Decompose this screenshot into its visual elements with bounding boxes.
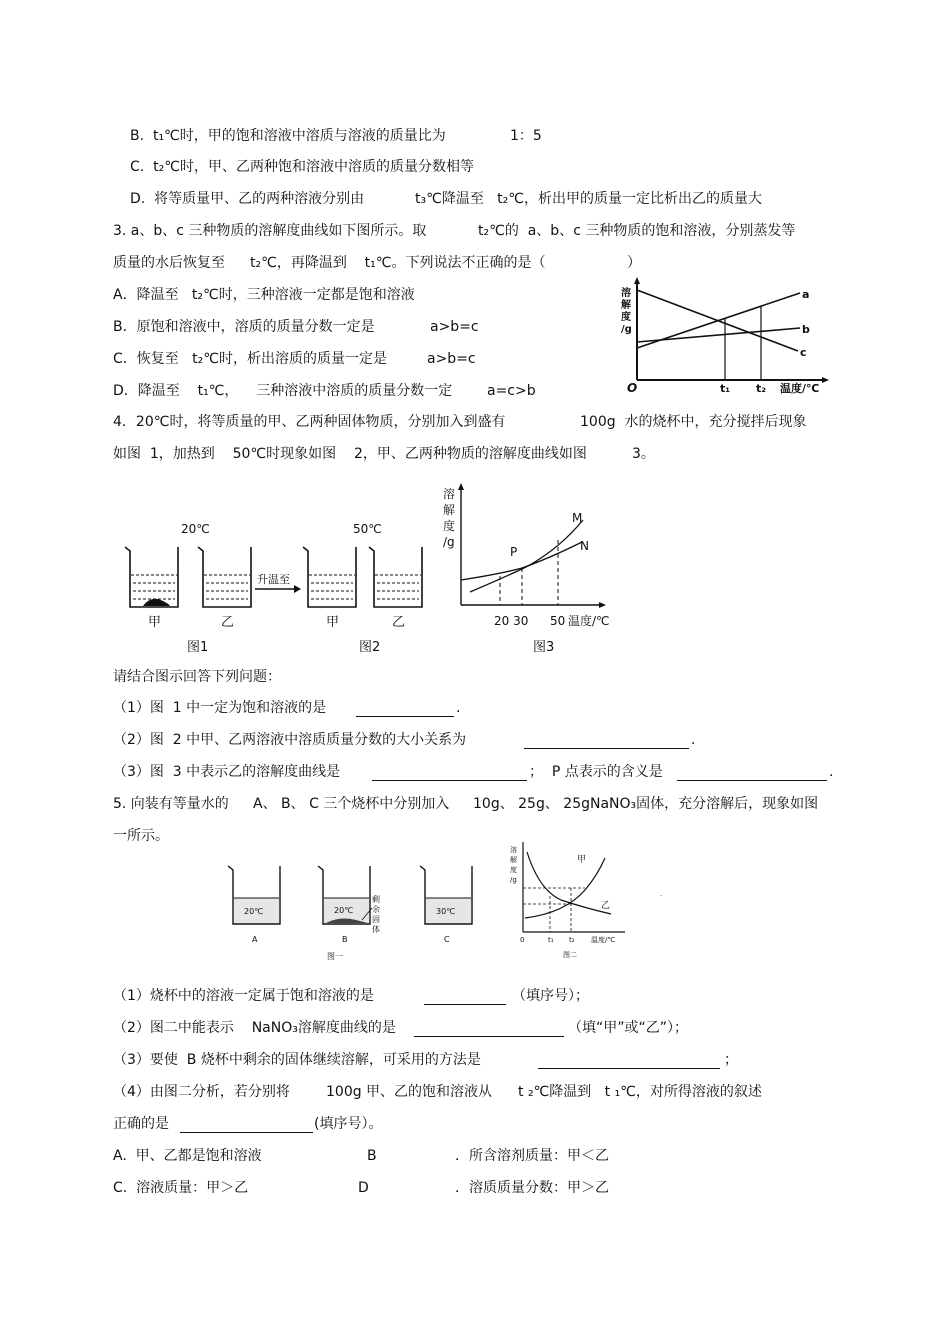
q5-tick-t2: t₂ bbox=[569, 936, 575, 944]
q3-option-b: B．原饱和溶液中，溶质的质量分数一定是 bbox=[113, 319, 375, 335]
fig1-temperature: 20℃ bbox=[181, 522, 210, 536]
q5-curve-jia-label: 甲 bbox=[577, 855, 587, 865]
q5-sub4-mid: 100g 甲、乙的饱和溶液从 bbox=[326, 1084, 493, 1100]
q3-stem-line1: 3. a、b、c 三种物质的溶解度曲线如下图所示。取 bbox=[113, 223, 427, 239]
q5-ylabel-2: 解 bbox=[510, 856, 517, 864]
q4-sub2: （2）图 2 中甲、乙两溶液中溶质质量分数的大小关系为 bbox=[113, 732, 467, 748]
q3-option-b-value: a>b=c bbox=[430, 319, 479, 335]
q4-ylabel-3: 度 bbox=[443, 519, 456, 533]
q2-option-c: C. t₂℃时，甲、乙两种饱和溶液中溶质的质量分数相等 bbox=[130, 159, 474, 175]
q4-solubility-graph bbox=[440, 480, 630, 658]
q3-stem-paren: ） bbox=[627, 255, 641, 271]
q5-solubility-graph bbox=[505, 838, 665, 960]
svg-text:.: . bbox=[660, 890, 663, 898]
q4-sub1-period: . bbox=[456, 700, 461, 716]
q3-tick-t1: t₁ bbox=[720, 382, 731, 394]
q3-label-c: c bbox=[800, 346, 807, 359]
q3-ylabel-1: 溶 bbox=[621, 288, 631, 299]
q5-option-d-letter: D bbox=[358, 1180, 369, 1196]
residue-label-3: 固 bbox=[372, 915, 380, 924]
residue-label-2: 余 bbox=[372, 905, 380, 914]
q5-sub1-hint: （填序号）； bbox=[512, 988, 589, 1004]
q5-ylabel-1: 溶 bbox=[510, 846, 517, 854]
q4-ylabel-2: 解 bbox=[443, 503, 456, 517]
q3-stem-line2-tail: t₂℃，再降温到 t₁℃。下列说法不正确的是（ bbox=[250, 255, 546, 271]
q4-sub2-answer-blank[interactable] bbox=[524, 732, 689, 749]
q2-option-b: B. t₁℃时，甲的饱和溶液中溶质与溶液的质量比为 bbox=[130, 128, 446, 144]
q5-option-c: C. 溶液质量：甲＞乙 bbox=[113, 1180, 249, 1196]
q2-option-d-tail: t₃℃降温至 t₂℃，析出甲的质量一定比析出乙的质量大 bbox=[415, 191, 762, 207]
q3-stem-line1-tail: t₂℃的 a、b、c 三种物质的饱和溶液，分别蒸发等 bbox=[478, 223, 796, 239]
q5-option-d: ．溶质质量分数：甲＞乙 bbox=[455, 1180, 609, 1196]
q5-stem-line1-mid: A、 B、 C 三个烧杯中分别加入 bbox=[253, 796, 450, 812]
fig2-temperature: 50℃ bbox=[353, 522, 382, 536]
beaker-b-label: B bbox=[342, 935, 348, 944]
q4-stem-line1-tail: 100g 水的烧杯中，充分搅拌后现象 bbox=[580, 414, 807, 430]
fig2-label-jia: 甲 bbox=[326, 615, 340, 630]
q3-option-c: C．恢复至 t₂℃时，析出溶质的质量一定是 bbox=[113, 351, 387, 367]
q4-xlabel: 温度/℃ bbox=[568, 614, 610, 628]
fig2-label-yi: 乙 bbox=[392, 615, 406, 630]
q4-stem-line1: 4．20℃时，将等质量的甲、乙两种固体物质，分别加入到盛有 bbox=[113, 414, 506, 430]
q2-option-d: D. 将等质量甲、乙的两种溶液分别由 bbox=[130, 191, 365, 207]
undissolved-solid bbox=[143, 599, 170, 606]
q5-ylabel-4: /g bbox=[510, 876, 517, 884]
q3-solubility-graph bbox=[615, 276, 840, 394]
q4-ylabel-1: 溶 bbox=[443, 487, 456, 501]
fig1-label-jia: 甲 bbox=[148, 615, 162, 630]
q5-sub3-answer-blank[interactable] bbox=[538, 1052, 720, 1069]
q4-ticks-20-30: 20 30 bbox=[494, 614, 529, 628]
q5-tick-t1: t₁ bbox=[548, 936, 554, 944]
q3-curve-b bbox=[637, 328, 800, 342]
q5-curve-yi-label: 乙 bbox=[601, 901, 611, 911]
q5-stem-line1-tail: 10g、 25g、 25gNaNO₃固体，充分溶解后，现象如图 bbox=[473, 796, 819, 812]
q3-label-b: b bbox=[802, 323, 810, 336]
q5-curve-yi bbox=[527, 852, 611, 914]
beaker-a-temp: 20℃ bbox=[244, 907, 264, 916]
fig1-caption: 图1 bbox=[187, 640, 209, 655]
q3-ylabel-2: 解 bbox=[621, 300, 631, 311]
q5-option-a: A. 甲、乙都是饱和溶液 bbox=[113, 1148, 262, 1164]
q3-stem-line2: 质量的水后恢复至 bbox=[113, 255, 225, 271]
q3-tick-t2: t₂ bbox=[756, 382, 767, 394]
q4-sub3-p-blank[interactable] bbox=[677, 764, 827, 781]
beaker-c bbox=[420, 866, 472, 944]
beaker-b bbox=[318, 866, 380, 944]
q4-curve-m-label: M bbox=[572, 511, 583, 525]
beaker-a bbox=[228, 866, 280, 944]
q4-stem-line2-tail: 3。 bbox=[632, 446, 655, 462]
fig2-caption: 图2 bbox=[359, 640, 381, 655]
residue-label-4: 体 bbox=[372, 925, 380, 934]
q4-tick-50: 50 bbox=[550, 614, 566, 628]
residue-label-1: 剩 bbox=[372, 895, 380, 904]
q5-sub1: （1）烧杯中的溶液一定属于饱和溶液的是 bbox=[113, 988, 374, 1004]
fig2-beaker-jia bbox=[303, 547, 356, 607]
q5-sub4-answer-blank[interactable] bbox=[180, 1116, 313, 1133]
q5-sub1-answer-blank[interactable] bbox=[424, 988, 506, 1005]
q4-sub2-period: . bbox=[691, 732, 696, 748]
q3-label-a: a bbox=[802, 288, 810, 301]
q3-option-d-value: a=c>b bbox=[487, 383, 536, 399]
q4-sub3: （3）图 3 中表示乙的溶解度曲线是 bbox=[113, 764, 341, 780]
q5-stem-line1: 5. 向装有等量水的 bbox=[113, 796, 229, 812]
q4-ylabel-4: /g bbox=[443, 535, 455, 549]
fig1-label-yi: 乙 bbox=[221, 615, 235, 630]
fig2-beaker-yi bbox=[369, 547, 422, 607]
q5-sub3: （3）要使 B 烧杯中剩余的固体继续溶解，可采用的方法是 bbox=[113, 1052, 481, 1068]
heat-arrow-label: 升温至 bbox=[257, 573, 290, 586]
q5-xlabel: 温度/℃ bbox=[591, 936, 616, 944]
fig1-beaker-yi bbox=[198, 547, 251, 607]
q3-option-d: D．降温至 t₁℃， 三种溶液中溶质的质量分数一定 bbox=[113, 383, 453, 399]
q4-stem-line2: 如图 1，加热到 50℃时现象如图 2，甲、乙两种物质的溶解度曲线如图 bbox=[113, 446, 587, 462]
q4-sub3-p-meaning: ； P 点表示的含义是 bbox=[529, 764, 663, 780]
q5-origin: 0 bbox=[520, 936, 525, 944]
q3-origin: O bbox=[627, 381, 638, 394]
fig1-beaker-jia bbox=[125, 547, 178, 607]
q3-option-a: A．降温至 t₂℃时，三种溶液一定都是饱和溶液 bbox=[113, 287, 415, 303]
q5-stem-line2: 一所示。 bbox=[113, 828, 169, 844]
q3-ylabel-4: /g bbox=[621, 324, 632, 335]
beaker-c-temp: 30℃ bbox=[436, 907, 456, 916]
q5-ylabel-3: 度 bbox=[510, 866, 517, 874]
q5-sub4-line2: 正确的是 bbox=[113, 1116, 169, 1132]
q5-sub4-tail: t ₂℃降温到 t ₁℃，对所得溶液的叙述 bbox=[518, 1084, 762, 1100]
q4-sub1: （1）图 1 中一定为饱和溶液的是 bbox=[113, 700, 327, 716]
q3-xlabel: 温度/℃ bbox=[780, 382, 820, 394]
q5-fig1-caption: 图一 bbox=[327, 952, 343, 961]
beaker-b-temp: 20℃ bbox=[334, 906, 354, 915]
q5-fig2-caption: 图二 bbox=[563, 951, 577, 959]
q5-sub4: （4）由图二分析，若分别将 bbox=[113, 1084, 290, 1100]
fig3-caption: 图3 bbox=[533, 640, 555, 655]
q4-prompt: 请结合图示回答下列问题： bbox=[113, 669, 281, 685]
q3-option-c-value: a>b=c bbox=[427, 351, 476, 367]
q4-beaker-figures bbox=[115, 515, 445, 660]
q4-sub3-curve-blank[interactable] bbox=[372, 764, 527, 781]
beaker-c-label: C bbox=[444, 935, 450, 944]
q4-curve-m bbox=[470, 520, 583, 592]
q2-option-b-ratio: 1：5 bbox=[510, 128, 542, 144]
q5-sub2-answer-blank[interactable] bbox=[414, 1020, 564, 1037]
q3-curve-c bbox=[637, 290, 798, 351]
q5-sub4-hint: (填序号）。 bbox=[314, 1116, 383, 1132]
q4-point-p: P bbox=[510, 545, 518, 559]
beaker-a-label: A bbox=[252, 935, 258, 944]
q4-curve-n bbox=[461, 542, 582, 580]
q5-option-b: ．所含溶剂质量：甲＜乙 bbox=[455, 1148, 609, 1164]
q4-sub3-period: . bbox=[829, 764, 834, 780]
q5-sub2: （2）图二中能表示 NaNO₃溶解度曲线的是 bbox=[113, 1020, 396, 1036]
q3-ylabel-3: 度 bbox=[621, 312, 631, 323]
q5-option-b-letter: B bbox=[367, 1148, 377, 1164]
q5-sub2-hint: （填“甲”或“乙”）； bbox=[568, 1020, 689, 1036]
q5-beaker-figure bbox=[222, 858, 482, 963]
q4-curve-n-label: N bbox=[580, 539, 589, 553]
q5-sub3-end: ； bbox=[724, 1052, 738, 1068]
q4-sub1-answer-blank[interactable] bbox=[356, 700, 454, 717]
